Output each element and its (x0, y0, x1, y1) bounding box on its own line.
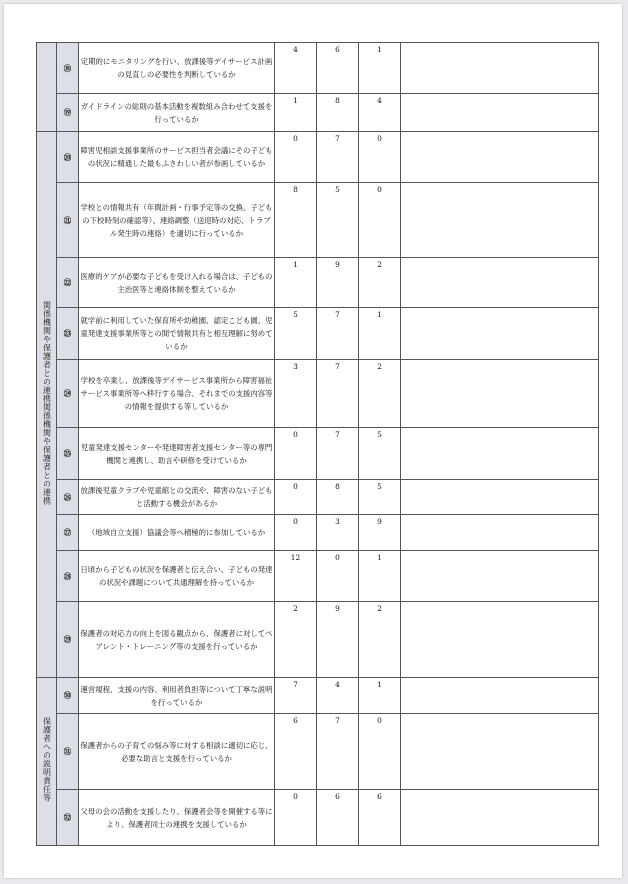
remark-cell (401, 43, 599, 94)
table-row (37, 602, 599, 678)
table-row (37, 308, 599, 360)
item-text: 定期的にモニタリングを行い、放課後等デイサービス計画の見直しの必要性を判断しているか (79, 43, 275, 94)
item-text: 日頃から子どもの状況を保護者と伝え合い、子どもの発達の状況や課題について共通理解を持っているか (79, 551, 275, 602)
category-cell-accountability (37, 678, 57, 846)
table-row (37, 678, 599, 714)
table-row (37, 360, 599, 428)
item-text: 保護者の対応力の向上を図る観点から、保護者に対してペアレント・トレーニング等の支援を行っているか (79, 602, 275, 678)
count-no: 4 (359, 94, 401, 132)
table-row (37, 480, 599, 515)
item-number: ㉓ (57, 308, 79, 360)
count-yes: 3 (275, 360, 317, 428)
count-yes: 0 (275, 132, 317, 183)
count-partial: 7 (317, 360, 359, 428)
count-no: 1 (359, 678, 401, 714)
count-no: 2 (359, 360, 401, 428)
remark-cell (401, 790, 599, 846)
table-row (37, 94, 599, 132)
item-number: ㉜ (57, 790, 79, 846)
item-text: ガイドラインの総則の基本活動を複数組み合わせて支援を行っているか (79, 94, 275, 132)
count-no: 1 (359, 551, 401, 602)
remark-cell (401, 714, 599, 790)
count-no: 1 (359, 308, 401, 360)
count-yes: 0 (275, 480, 317, 515)
count-yes: 0 (275, 428, 317, 480)
table-row (37, 428, 599, 480)
item-text: 保護者からの子育ての悩み等に対する相談に適切に応じ、必要な助言と支援を行っているか (79, 714, 275, 790)
item-text: 児童発達支援センターや発達障害者支援センター等の専門機関と連携し、助言や研修を受けているか (79, 428, 275, 480)
count-partial: 6 (317, 43, 359, 94)
category-label: 関係機関や保護者との連携関係機関や保護者との連携 (42, 300, 52, 505)
item-text: 障害児相談支援事業所のサービス担当者会議にその子どもの状況に精通した最もふさわしい者が参画しているか (79, 132, 275, 183)
count-no: 0 (359, 714, 401, 790)
category-cell-blank (37, 43, 57, 132)
count-no: 6 (359, 790, 401, 846)
item-number: ㉙ (57, 602, 79, 678)
table-row (37, 132, 599, 183)
count-partial: 7 (317, 428, 359, 480)
count-partial: 4 (317, 678, 359, 714)
item-number: ㉕ (57, 428, 79, 480)
count-no: 0 (359, 132, 401, 183)
count-yes: 12 (275, 551, 317, 602)
count-no: 2 (359, 258, 401, 308)
remark-cell (401, 515, 599, 551)
count-yes: 6 (275, 714, 317, 790)
count-partial: 7 (317, 714, 359, 790)
table-row (37, 714, 599, 790)
count-yes: 7 (275, 678, 317, 714)
item-text: 放課後児童クラブや児童館との交流や、障害のない子どもと活動する機会があるか (79, 480, 275, 515)
item-text: （地域自立支援）協議会等へ積極的に参加しているか (79, 515, 275, 551)
item-number: ㉖ (57, 480, 79, 515)
count-partial: 9 (317, 602, 359, 678)
count-yes: 1 (275, 94, 317, 132)
count-partial: 7 (317, 132, 359, 183)
table-row (37, 43, 599, 94)
count-no: 5 (359, 480, 401, 515)
table-row (37, 183, 599, 258)
remark-cell (401, 258, 599, 308)
item-text: 医療的ケアが必要な子どもを受け入れる場合は、子どもの主治医等と連絡体制を整えているか (79, 258, 275, 308)
remark-cell (401, 602, 599, 678)
item-text: 学校との情報共有（年間計画・行事予定等の交換、子どもの下校時刻の確認等）、連絡調整（送迎時の対応、トラブル発生時の連絡）を適切に行っているか (79, 183, 275, 258)
table-row (37, 258, 599, 308)
count-partial: 5 (317, 183, 359, 258)
count-partial: 3 (317, 515, 359, 551)
item-text: 運営規程、支援の内容、利用者負担等について丁寧な説明を行っているか (79, 678, 275, 714)
item-text: 就学前に利用していた保育所や幼稚園、認定こども園、児童発達支援事業所等との間で情報共有と相互理解に努めているか (79, 308, 275, 360)
item-number: ⑱ (57, 43, 79, 94)
count-yes: 5 (275, 308, 317, 360)
count-yes: 2 (275, 602, 317, 678)
item-number: ㉒ (57, 258, 79, 308)
document-page (4, 4, 622, 878)
count-partial: 0 (317, 551, 359, 602)
table-row (37, 515, 599, 551)
remark-cell (401, 428, 599, 480)
remark-cell (401, 183, 599, 258)
category-label: 保護者への説明責任等 (42, 717, 52, 802)
remark-cell (401, 94, 599, 132)
item-number: ㉗ (57, 515, 79, 551)
remark-cell (401, 132, 599, 183)
count-yes: 8 (275, 183, 317, 258)
count-no: 0 (359, 183, 401, 258)
count-yes: 4 (275, 43, 317, 94)
count-partial: 8 (317, 94, 359, 132)
count-yes: 1 (275, 258, 317, 308)
item-number: ㉘ (57, 551, 79, 602)
remark-cell (401, 308, 599, 360)
item-text: 父母の会の活動を支援したり、保護者会等を開催する等により、保護者同士の連携を支援しているか (79, 790, 275, 846)
item-number: ㉛ (57, 714, 79, 790)
remark-cell (401, 678, 599, 714)
count-no: 5 (359, 428, 401, 480)
item-number: ㉑ (57, 183, 79, 258)
item-number: ⑲ (57, 94, 79, 132)
count-partial: 6 (317, 790, 359, 846)
count-partial: 8 (317, 480, 359, 515)
table-row (37, 551, 599, 602)
item-number: ㉔ (57, 360, 79, 428)
evaluation-table (36, 42, 599, 846)
item-text: 学校を卒業し、放課後等デイサービス事業所から障害福祉サービス事業所等へ移行する場合、それまでの支援内容等の情報を提供する等しているか (79, 360, 275, 428)
category-cell-collaboration (37, 132, 57, 678)
remark-cell (401, 480, 599, 515)
count-no: 1 (359, 43, 401, 94)
count-partial: 7 (317, 308, 359, 360)
count-yes: 0 (275, 790, 317, 846)
item-number: ㉚ (57, 678, 79, 714)
count-no: 2 (359, 602, 401, 678)
remark-cell (401, 551, 599, 602)
item-number: ⑳ (57, 132, 79, 183)
count-partial: 9 (317, 258, 359, 308)
table-row (37, 790, 599, 846)
remark-cell (401, 360, 599, 428)
count-yes: 0 (275, 515, 317, 551)
count-no: 9 (359, 515, 401, 551)
